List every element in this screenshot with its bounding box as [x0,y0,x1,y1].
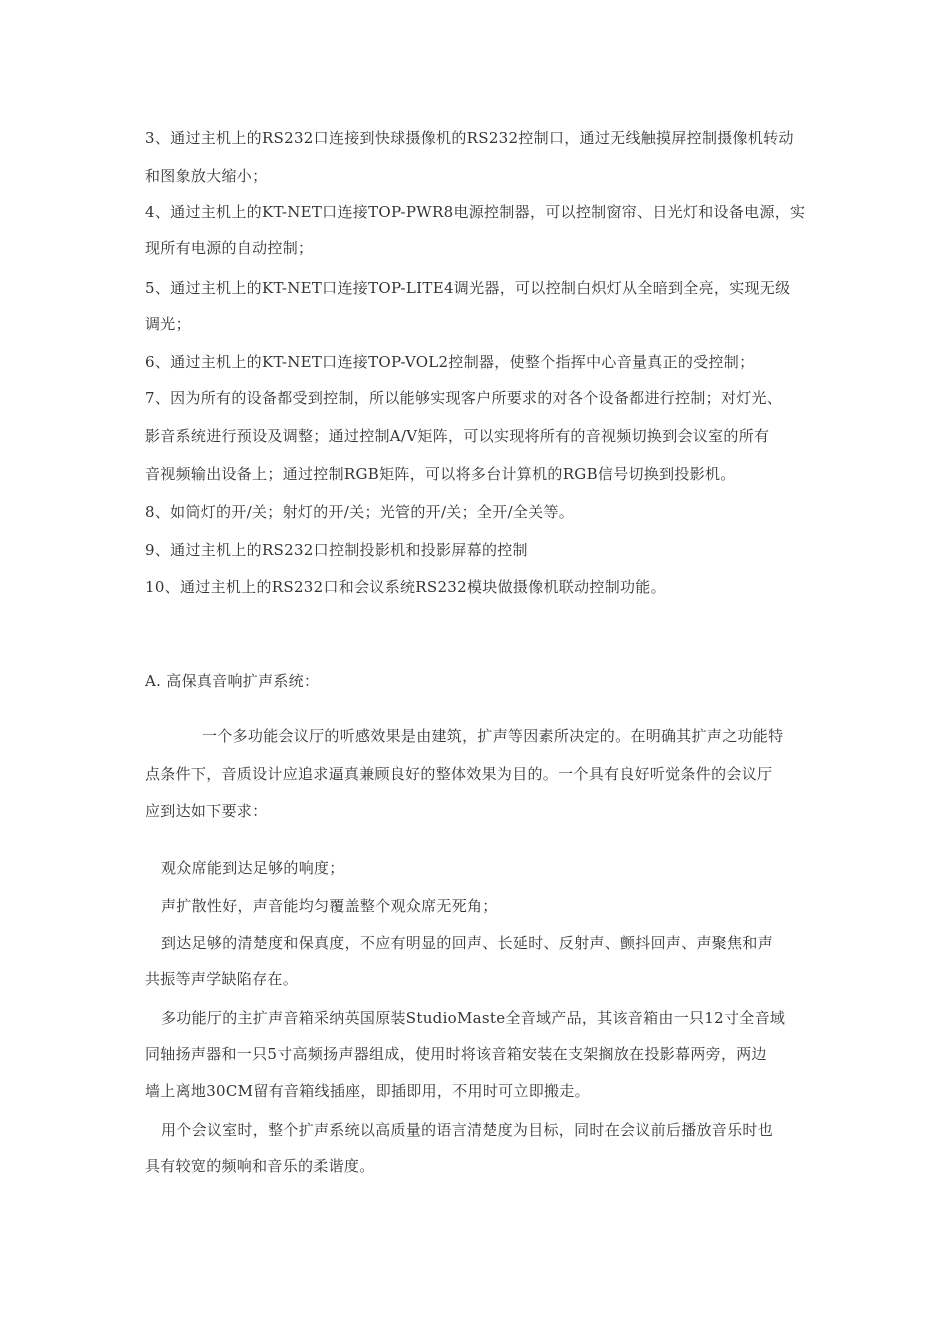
list-item-5-line-1: 5、通过主机上的KT-NET口连接TOP-LITE4调光器，可以控制白炽灯从全暗到全亮，实现无级 [145,279,791,297]
system-paragraph-line-2: 具有较宽的频响和音乐的柔谐度。 [145,1157,375,1175]
list-item-7-line-1: 7、因为所有的设备都受到控制，所以能够实现客户所要求的对各个设备都进行控制；对灯光、 [145,389,783,407]
list-item-8: 8、如筒灯的开/关；射灯的开/关；光管的开/关；全开/全关等。 [145,503,575,521]
list-item-4-line-2: 现所有电源的自动控制； [145,239,314,257]
system-paragraph-line-1: 用个会议室时，整个扩声系统以高质量的语言清楚度为目标，同时在会议前后播放音乐时也 [161,1121,774,1139]
list-item-7-line-2: 影音系统进行预设及调整；通过控制A/V矩阵，可以实现将所有的音视频切换到会议室的所有 [145,427,770,445]
speaker-paragraph-line-2: 同轴扬声器和一只5寸高频扬声器组成，使用时将该音箱安装在支架搁放在投影幕两旁，两边 [145,1045,767,1063]
section-heading: A. 高保真音响扩声系统： [145,672,320,690]
list-item-7-line-3: 音视频输出设备上；通过控制RGB矩阵，可以将多台计算机的RGB信号切换到投影机。 [145,465,736,483]
requirement-clarity-line-2: 共振等声学缺陷存在。 [145,970,299,988]
list-item-4-line-1: 4、通过主机上的KT-NET口连接TOP-PWR8电源控制器，可以控制窗帘、日光灯和设备电源，实 [145,203,806,221]
list-item-5-line-2: 调光； [145,315,191,333]
requirement-diffusion: 声扩散性好，声音能均匀覆盖整个观众席无死角； [161,897,498,915]
speaker-paragraph-line-1: 多功能厅的主扩声音箱采纳英国原装StudioMaste全音域产品，其该音箱由一只12寸全音域 [161,1009,786,1027]
list-item-10: 10、通过主机上的RS232口和会议系统RS232模块做摄像机联动控制功能。 [145,578,666,596]
list-item-3-line-1: 3、通过主机上的RS232口连接到快球摄像机的RS232控制口，通过无线触摸屏控制摄像机转动 [145,129,794,147]
speaker-paragraph-line-3: 墙上离地30CM留有音箱线插座，即插即用，不用时可立即搬走。 [145,1082,590,1100]
intro-paragraph-line-1: 一个多功能会议厅的听感效果是由建筑，扩声等因素所决定的。在明确其扩声之功能特 [202,727,784,745]
list-item-6: 6、通过主机上的KT-NET口连接TOP-VOL2控制器，使整个指挥中心音量真正的受控制； [145,353,755,371]
intro-paragraph-line-2: 点条件下，音质设计应追求逼真兼顾良好的整体效果为目的。一个具有良好听觉条件的会议厅 [145,765,773,783]
list-item-9: 9、通过主机上的RS232口控制投影机和投影屏幕的控制 [145,541,528,559]
intro-paragraph-line-3: 应到达如下要求： [145,802,268,820]
list-item-3-line-2: 和图象放大缩小； [145,167,268,185]
requirement-clarity-line-1: 到达足够的清楚度和保真度，不应有明显的回声、长延时、反射声、颤抖回声、声聚焦和声 [161,934,774,952]
requirement-loudness: 观众席能到达足够的响度； [161,859,345,877]
